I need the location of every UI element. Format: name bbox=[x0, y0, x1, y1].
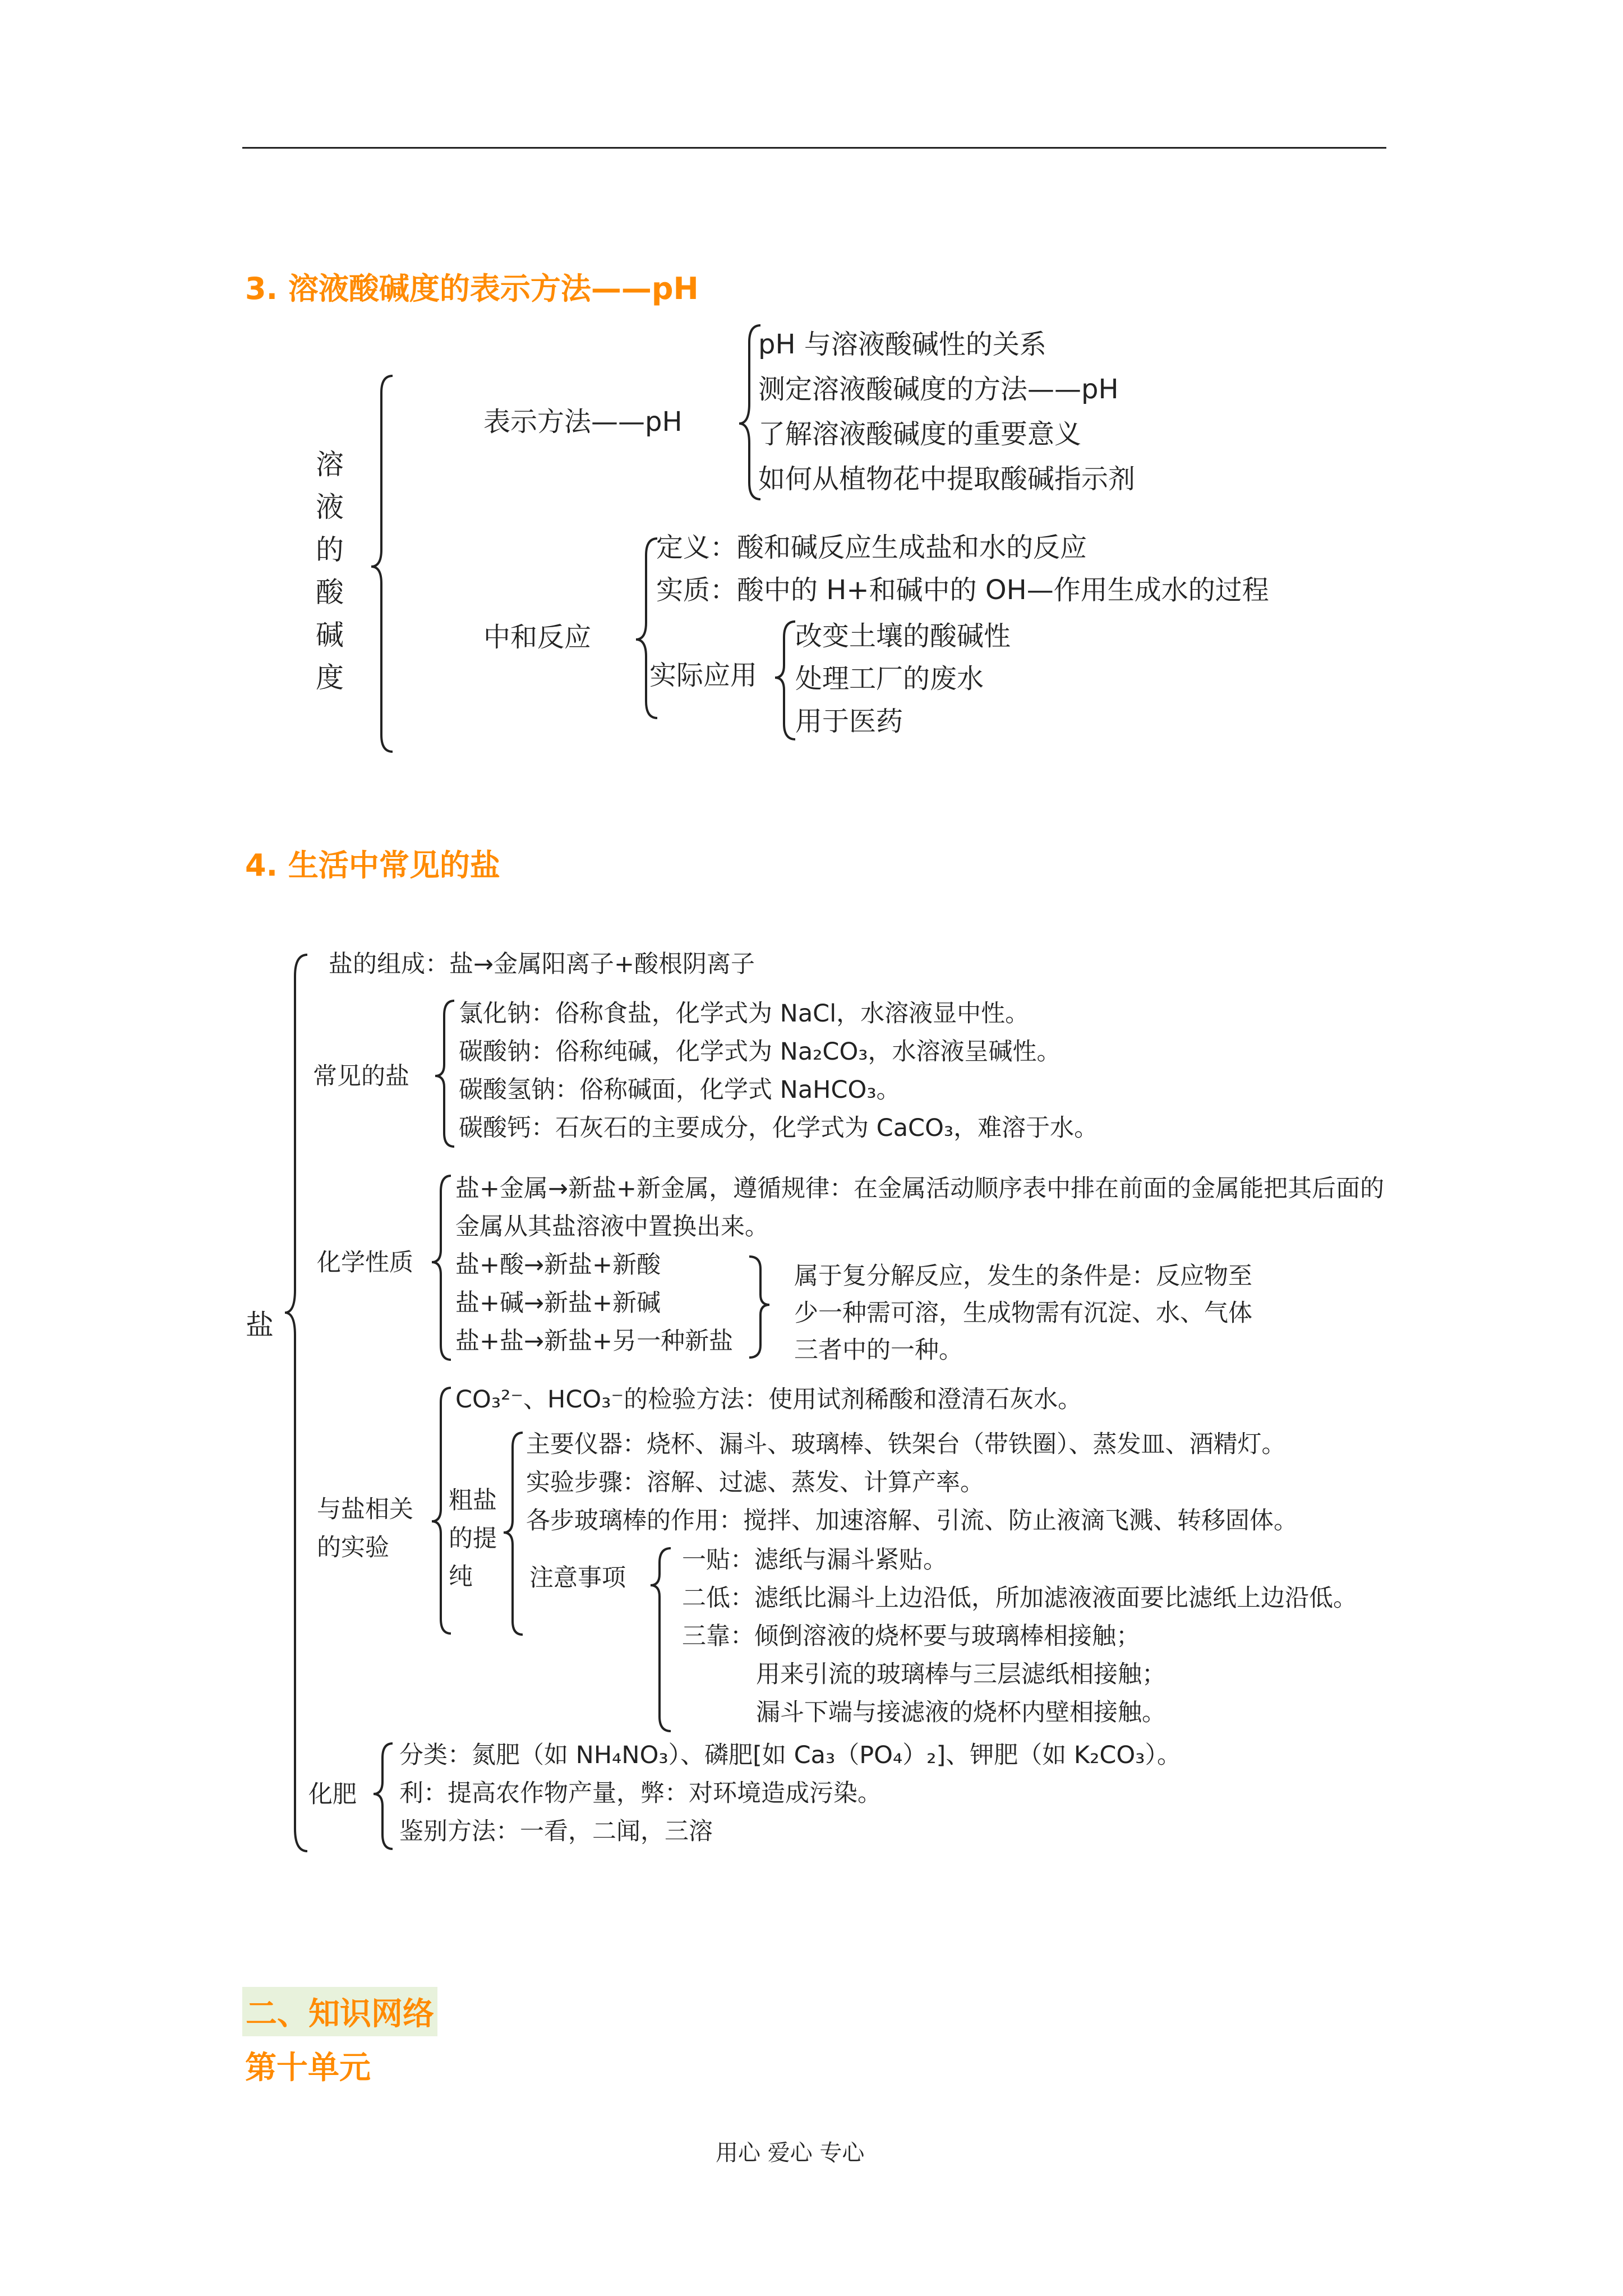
salt-na2co3: 碳酸钠：俗称纯碱，化学式为 Na₂CO₃，水溶液呈碱性。 bbox=[459, 1038, 1061, 1066]
note-three-touch-2: 用来引流的玻璃棒与三层滤纸相接触； bbox=[756, 1660, 1166, 1688]
page-footer: 用心 爱心 专心 bbox=[716, 2140, 865, 2166]
salt-acid-reaction: 盐+酸→新盐+新酸 bbox=[455, 1251, 661, 1279]
note-one-stick: 一贴：滤纸与漏斗紧贴。 bbox=[682, 1546, 947, 1574]
salt-caco3: 碳酸钙：石灰石的主要成分，化学式为 CaCO₃，难溶于水。 bbox=[459, 1114, 1099, 1142]
carbonate-test: CO₃²⁻、HCO₃⁻的检验方法：使用试剂稀酸和澄清石灰水。 bbox=[455, 1386, 1082, 1414]
ph-item-1: pH 与溶液酸碱性的关系 bbox=[758, 329, 1046, 360]
note-three-touch-3: 漏斗下端与接滤液的烧杯内壁相接触。 bbox=[756, 1699, 1166, 1727]
ph-method-label: 表示方法——pH bbox=[483, 406, 683, 438]
purification-steps: 实验步骤：溶解、过滤、蒸发、计算产率。 bbox=[526, 1469, 984, 1497]
ph-item-4: 如何从植物花中提取酸碱指示剂 bbox=[758, 463, 1136, 495]
unit-title: 第十单元 bbox=[245, 2050, 371, 2086]
brace-fertilizer bbox=[374, 1743, 393, 1849]
glass-rod-functions: 各步玻璃棒的作用：搅拌、加速溶解、引流、防止液滴飞溅、转移固体。 bbox=[526, 1507, 1298, 1535]
section-3-heading: 3. 溶液酸碱度的表示方法——pH bbox=[245, 271, 699, 306]
application-label: 实际应用 bbox=[649, 660, 758, 691]
neutralization-label: 中和反应 bbox=[483, 622, 592, 653]
common-salts-label: 常见的盐 bbox=[313, 1062, 409, 1091]
application-1: 改变土壤的酸碱性 bbox=[795, 620, 1011, 652]
salt-metal-rule-1: 盐+金属→新盐+新金属，遵循规律：在金属活动顺序表中排在前面的金属能把其后面的 bbox=[455, 1175, 1385, 1203]
knowledge-network-heading: 二、知识网络 bbox=[242, 1987, 437, 2036]
note-two-low: 二低：滤纸比漏斗上边沿低，所加滤液液面要比滤纸上边沿低。 bbox=[682, 1584, 1357, 1612]
double-decomposition-note-2: 少一种需可溶，生成物需有沉淀、水、气体 bbox=[794, 1299, 1252, 1327]
purification-instruments: 主要仪器：烧杯、漏斗、玻璃棒、铁架台（带铁圈）、蒸发皿、酒精灯。 bbox=[526, 1430, 1286, 1458]
purification-label-2: 的提 bbox=[449, 1525, 497, 1553]
double-decomposition-note-3: 三者中的一种。 bbox=[794, 1336, 963, 1364]
experiments-label-2: 的实验 bbox=[317, 1534, 389, 1562]
brace-acidity-root bbox=[371, 376, 393, 752]
salt-base-reaction: 盐+碱→新盐+新碱 bbox=[455, 1289, 661, 1317]
brace-ph-method bbox=[739, 325, 760, 499]
fertilizer-pros-cons: 利：提高农作物产量，弊：对环境造成污染。 bbox=[399, 1779, 882, 1807]
fertilizer-identification: 鉴别方法：一看，二闻，三溶 bbox=[399, 1818, 713, 1846]
brace-applications bbox=[775, 622, 795, 739]
salt-nahco3: 碳酸氢钠：俗称碱面，化学式 NaHCO₃。 bbox=[459, 1076, 901, 1104]
salt-composition: 盐的组成：盐→金属阳离子+酸根阴离子 bbox=[329, 950, 755, 978]
neutralization-definition: 定义：酸和碱反应生成盐和水的反应 bbox=[656, 532, 1087, 563]
neutralization-essence: 实质：酸中的 H+和碱中的 OH—作用生成水的过程 bbox=[656, 574, 1269, 606]
brace-purification bbox=[504, 1433, 523, 1635]
brace-double-decomposition bbox=[749, 1257, 769, 1358]
brace-chemical-properties bbox=[432, 1176, 451, 1360]
ph-item-2: 测定溶液酸碱度的方法——pH bbox=[758, 374, 1119, 405]
double-decomposition-note-1: 属于复分解反应，发生的条件是：反应物至 bbox=[794, 1262, 1252, 1290]
application-2: 处理工厂的废水 bbox=[795, 663, 984, 694]
notes-label: 注意事项 bbox=[529, 1564, 626, 1592]
chemical-properties-label: 化学性质 bbox=[317, 1249, 413, 1277]
salt-nacl: 氯化钠：俗称食盐，化学式为 NaCl，水溶液显中性。 bbox=[459, 1000, 1030, 1028]
brace-notes bbox=[651, 1548, 671, 1731]
brace-neutralization bbox=[636, 539, 657, 718]
acidity-root-label: 溶 液 的 酸 碱 度 bbox=[316, 448, 344, 694]
experiments-label-1: 与盐相关 bbox=[317, 1496, 413, 1524]
purification-label-3: 纯 bbox=[449, 1563, 473, 1591]
fertilizer-label: 化肥 bbox=[308, 1780, 357, 1809]
application-3: 用于医药 bbox=[795, 706, 903, 737]
brace-common-salts bbox=[435, 1001, 454, 1147]
brace-salt-root bbox=[285, 955, 307, 1851]
brace-experiments bbox=[432, 1388, 451, 1634]
section-4-heading: 4. 生活中常见的盐 bbox=[245, 848, 500, 883]
salt-salt-reaction: 盐+盐→新盐+另一种新盐 bbox=[455, 1327, 734, 1355]
ph-item-3: 了解溶液酸碱度的重要意义 bbox=[758, 418, 1082, 450]
fertilizer-classification: 分类：氮肥（如 NH₄NO₃）、磷肥[如 Ca₃（PO₄）₂]、钾肥（如 K₂CO₃）。 bbox=[399, 1741, 1181, 1769]
salt-root-label: 盐 bbox=[246, 1309, 274, 1341]
note-three-touch: 三靠：倾倒溶液的烧杯要与玻璃棒相接触； bbox=[682, 1622, 1140, 1650]
purification-label-1: 粗盐 bbox=[449, 1487, 497, 1515]
salt-metal-rule-2: 金属从其盐溶液中置换出来。 bbox=[455, 1213, 769, 1241]
